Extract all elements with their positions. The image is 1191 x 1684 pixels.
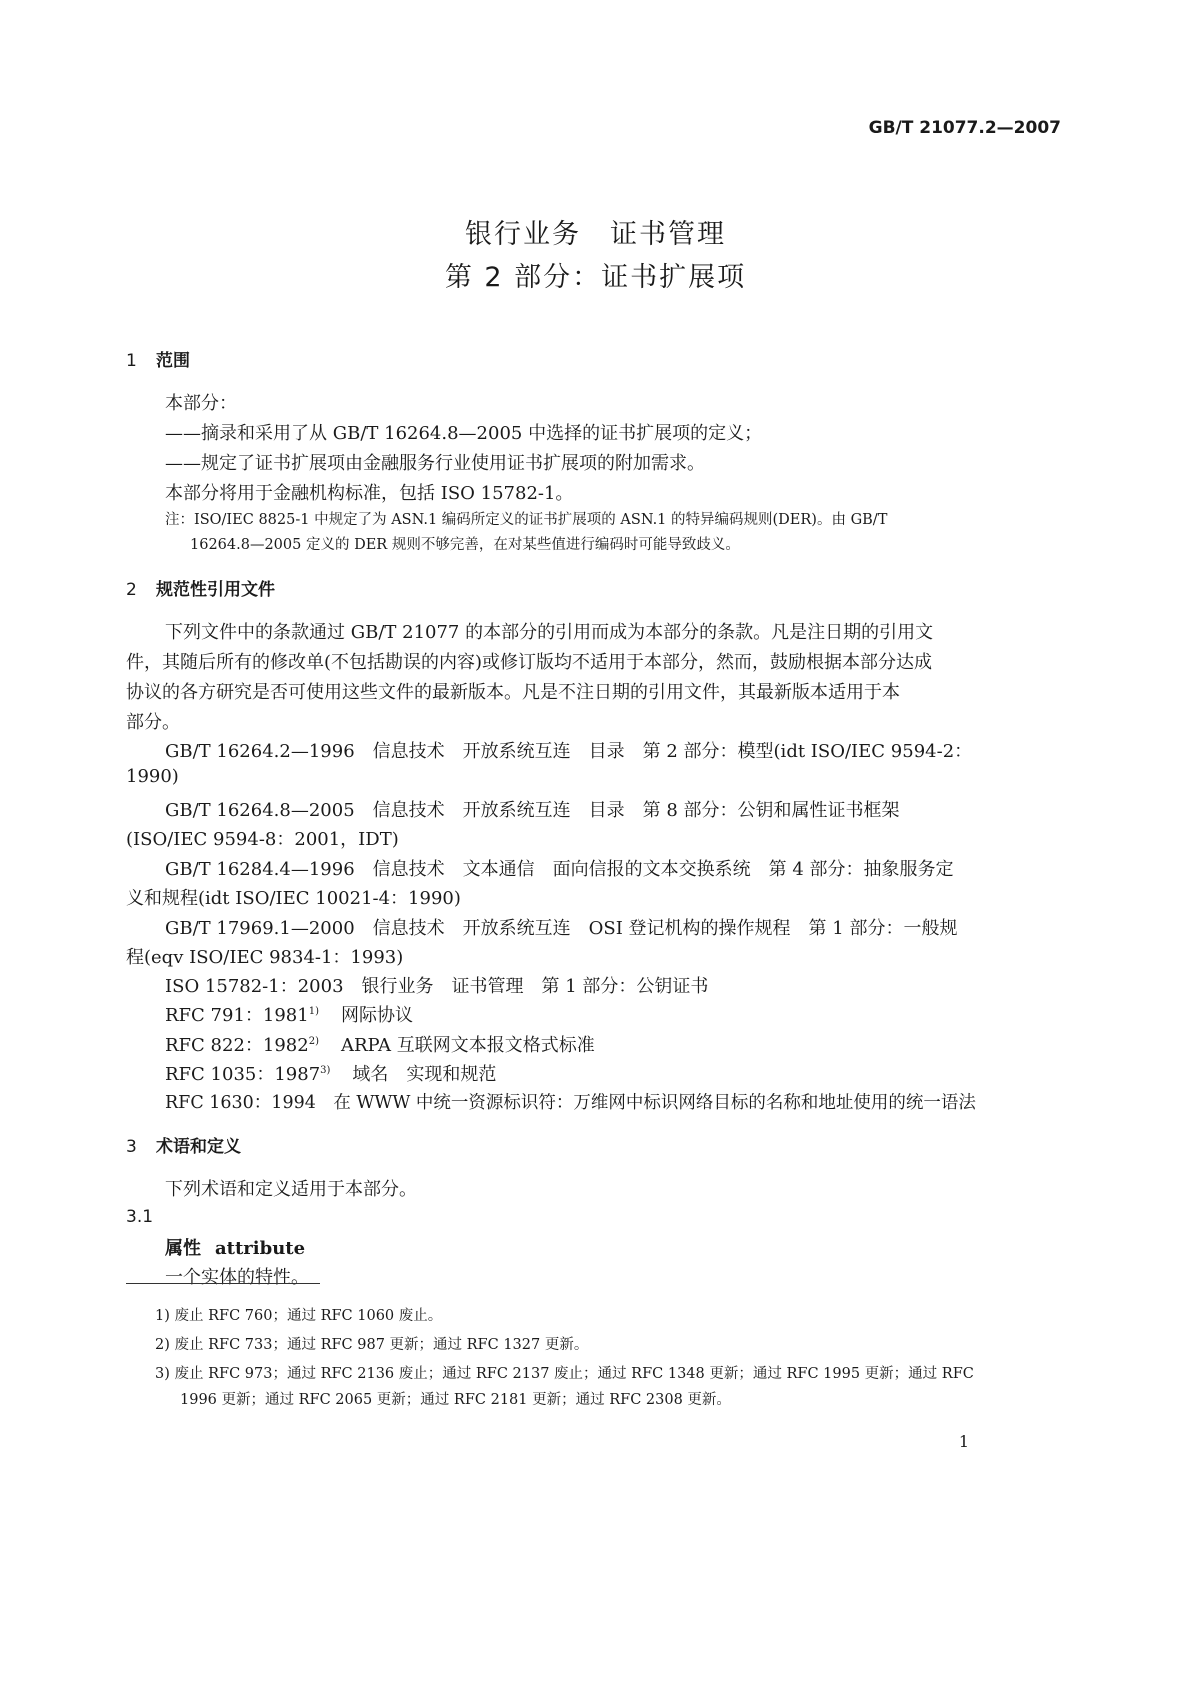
- footnote-marker: 3): [320, 1065, 331, 1076]
- page-title-line1: 银行业务 证书管理: [465, 219, 726, 250]
- scope-usage: 本部分将用于金融机构标准，包括 ISO 15782-1。: [165, 483, 574, 504]
- term-english: attribute: [215, 1238, 306, 1259]
- scope-item: ——摘录和采用了从 GB/T 16264.8—2005 中选择的证书扩展项的定义；: [165, 423, 763, 444]
- footnote-divider: [126, 1283, 320, 1284]
- page-title-line2: 第 2 部分：证书扩展项: [444, 262, 747, 293]
- reference-title: ARPA 互联网文本报文格式标准: [340, 1035, 595, 1056]
- term-entry: [165, 1234, 305, 1260]
- reference-code: RFC 822：1982: [165, 1035, 309, 1056]
- scope-note-continued: 16264.8—2005 定义的 DER 规则不够完善，在对某些值进行编码时可能导致歧义。: [190, 537, 740, 553]
- reference-item: GB/T 16264.8—2005 信息技术 开放系统互连 目录 第 8 部分：公钥和属性证书框架: [165, 800, 900, 821]
- footnote-continued: 1996 更新；通过 RFC 2065 更新；通过 RFC 2181 更新；通过 RFC 2308 更新。: [180, 1392, 731, 1408]
- reference-item-continued: 程(eqv ISO/IEC 9834-1：1993): [126, 947, 404, 968]
- reference-item-continued: 1990): [126, 766, 179, 787]
- section-1-heading: [126, 346, 190, 371]
- reference-title: 网际协议: [340, 1005, 413, 1026]
- reference-item: [165, 1060, 496, 1086]
- reference-item: GB/T 16284.4—1996 信息技术 文本通信 面向信报的文本交换系统 第 4 部分：抽象服务定: [165, 859, 954, 880]
- reference-item: [165, 1001, 413, 1027]
- footnote: 2) 废止 RFC 733；通过 RFC 987 更新；通过 RFC 1327 更新。: [155, 1337, 589, 1353]
- standard-number: GB/T 21077.2—2007: [868, 118, 1061, 138]
- section-number: 2: [126, 580, 137, 600]
- footnote-marker: 1): [308, 1006, 319, 1017]
- scope-item: ——规定了证书扩展项由金融服务行业使用证书扩展项的附加需求。: [165, 453, 705, 474]
- scope-intro: 本部分：: [165, 393, 237, 414]
- section-number: 1: [126, 351, 137, 371]
- reference-item: GB/T 16264.2—1996 信息技术 开放系统互连 目录 第 2 部分：模型(idt ISO/IEC 9594-2：: [165, 741, 973, 762]
- reference-item-continued: 义和规程(idt ISO/IEC 10021-4：1990): [126, 888, 461, 909]
- reference-code: RFC 1035：1987: [165, 1064, 321, 1085]
- footnote: 1) 废止 RFC 760；通过 RFC 1060 废止。: [155, 1308, 443, 1324]
- reference-item: RFC 1630：1994 在 WWW 中统一资源标识符：万维网中标识网络目标的名称和地址使用的统一语法: [165, 1093, 976, 1113]
- references-paragraph: 下列文件中的条款通过 GB/T 21077 的本部分的引用而成为本部分的条款。凡是注日期的引用文: [165, 622, 934, 643]
- scope-note: 注：ISO/IEC 8825-1 中规定了为 ASN.1 编码所定义的证书扩展项的 ASN.1 的特异编码规则(DER)。由 GB/T: [165, 512, 888, 528]
- section-3-heading: [126, 1132, 241, 1157]
- reference-item-continued: (ISO/IEC 9594-8：2001，IDT): [126, 829, 399, 850]
- subsection-number: 3.1: [126, 1207, 154, 1227]
- footnote-marker: 2): [308, 1036, 319, 1047]
- section-number: 3: [126, 1137, 137, 1157]
- reference-title: 域名 实现和规范: [352, 1064, 497, 1085]
- reference-item: ISO 15782-1：2003 银行业务 证书管理 第 1 部分：公钥证书: [165, 976, 709, 997]
- reference-item: GB/T 17969.1—2000 信息技术 开放系统互连 OSI 登记机构的操作规程 第 1 部分：一般规: [165, 918, 958, 939]
- terms-intro: 下列术语和定义适用于本部分。: [165, 1179, 417, 1200]
- term-chinese: 属性: [165, 1238, 201, 1259]
- reference-item: [165, 1031, 595, 1057]
- page-number: 1: [958, 1432, 969, 1451]
- section-title: 术语和定义: [156, 1137, 241, 1157]
- references-paragraph: 部分。: [126, 712, 180, 733]
- footnote: 3) 废止 RFC 973；通过 RFC 2136 废止；通过 RFC 2137 废止；通过 RFC 1348 更新；通过 RFC 1995 更新；通过 RFC: [155, 1366, 974, 1382]
- section-2-heading: [126, 575, 275, 600]
- references-paragraph: 协议的各方研究是否可使用这些文件的最新版本。凡是不注日期的引用文件，其最新版本适用于本: [126, 682, 900, 703]
- reference-code: RFC 791：1981: [165, 1005, 309, 1026]
- section-title: 规范性引用文件: [156, 580, 275, 600]
- references-paragraph: 件，其随后所有的修改单(不包括勘误的内容)或修订版均不适用于本部分，然而，鼓励根据本部分达成: [126, 652, 933, 673]
- section-title: 范围: [156, 351, 190, 371]
- term-definition: 一个实体的特性。: [165, 1267, 309, 1288]
